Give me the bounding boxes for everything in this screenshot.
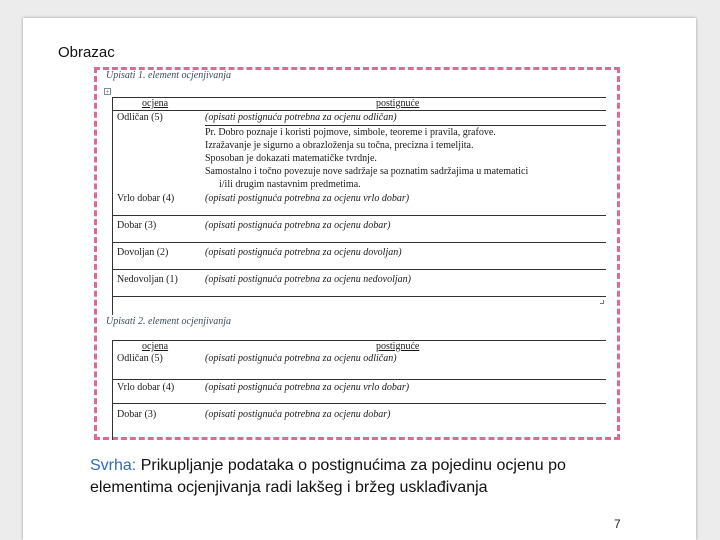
achievement-text: (opisati postignuća potrebna za ocjenu dobar) bbox=[205, 409, 391, 420]
achievement-text: (opisati postignuća potrebna za ocjenu nedovoljan) bbox=[205, 274, 411, 285]
achievement-text: (opisati postignuća potrebna za ocjenu odličan) bbox=[205, 112, 397, 123]
achievement-text: Samostalno i točno povezuje nove sadržaje sa poznatim sadržajima u matematici bbox=[205, 166, 529, 177]
achievement-text: (opisati postignuća potrebna za ocjenu vrlo dobar) bbox=[205, 382, 410, 393]
achievement-text: (opisati postignuća potrebna za ocjenu dovoljan) bbox=[205, 247, 402, 258]
grade-label: Odličan (5) bbox=[117, 353, 163, 364]
column-header-grade: ocjena bbox=[142, 98, 169, 109]
achievement-text: (opisati postignuća potrebna za ocjenu vrlo dobar) bbox=[205, 193, 410, 204]
achievement-text: Sposoban je dokazati matematičke tvrdnje. bbox=[205, 153, 377, 164]
grade-label: Dovoljan (2) bbox=[117, 247, 169, 258]
rubric-table-1 bbox=[112, 97, 606, 315]
purpose-text bbox=[90, 455, 650, 499]
slide-title: Obrazac bbox=[58, 44, 115, 61]
grade-label: Odličan (5) bbox=[117, 112, 163, 123]
achievement-text: Pr. Dobro poznaje i koristi pojmove, simbole, teoreme i pravila, grafove. bbox=[205, 127, 496, 138]
purpose-body: Prikupljanje podataka o postignućima za pojedinu ocjenu po elementima ocjenjivanja radi lakšeg i bržeg usklađivanja bbox=[90, 457, 566, 496]
achievement-text: Izražavanje je sigurno a obrazloženja su točna, precizna i temeljita. bbox=[205, 140, 474, 151]
purpose-label: Svrha: bbox=[90, 457, 137, 474]
column-header-achievements: postignuće bbox=[376, 98, 420, 109]
grade-label: Nedovoljan (1) bbox=[117, 274, 178, 285]
achievement-text: (opisati postignuća potrebna za ocjenu odličan) bbox=[205, 353, 397, 364]
grade-label: Vrlo dobar (4) bbox=[117, 193, 175, 204]
grade-label: Dobar (3) bbox=[117, 220, 157, 231]
column-header-grade: ocjena bbox=[142, 341, 169, 352]
grade-label: Vrlo dobar (4) bbox=[117, 382, 175, 393]
achievement-text: i/ili drugim nastavnim predmetima. bbox=[219, 179, 361, 190]
grade-label: Dobar (3) bbox=[117, 409, 157, 420]
column-header-achievements: postignuće bbox=[376, 341, 420, 352]
rubric-table-2 bbox=[112, 340, 606, 440]
section-2-heading: Upisati 2. element ocjenjivanja bbox=[106, 316, 231, 327]
achievement-text: (opisati postignuća potrebna za ocjenu dobar) bbox=[205, 220, 391, 231]
page-number: 7 bbox=[614, 517, 621, 531]
section-1-heading: Upisati 1. element ocjenjivanja bbox=[106, 70, 231, 81]
table-resize-handle bbox=[600, 300, 604, 304]
table-anchor-icon: + bbox=[105, 88, 110, 96]
